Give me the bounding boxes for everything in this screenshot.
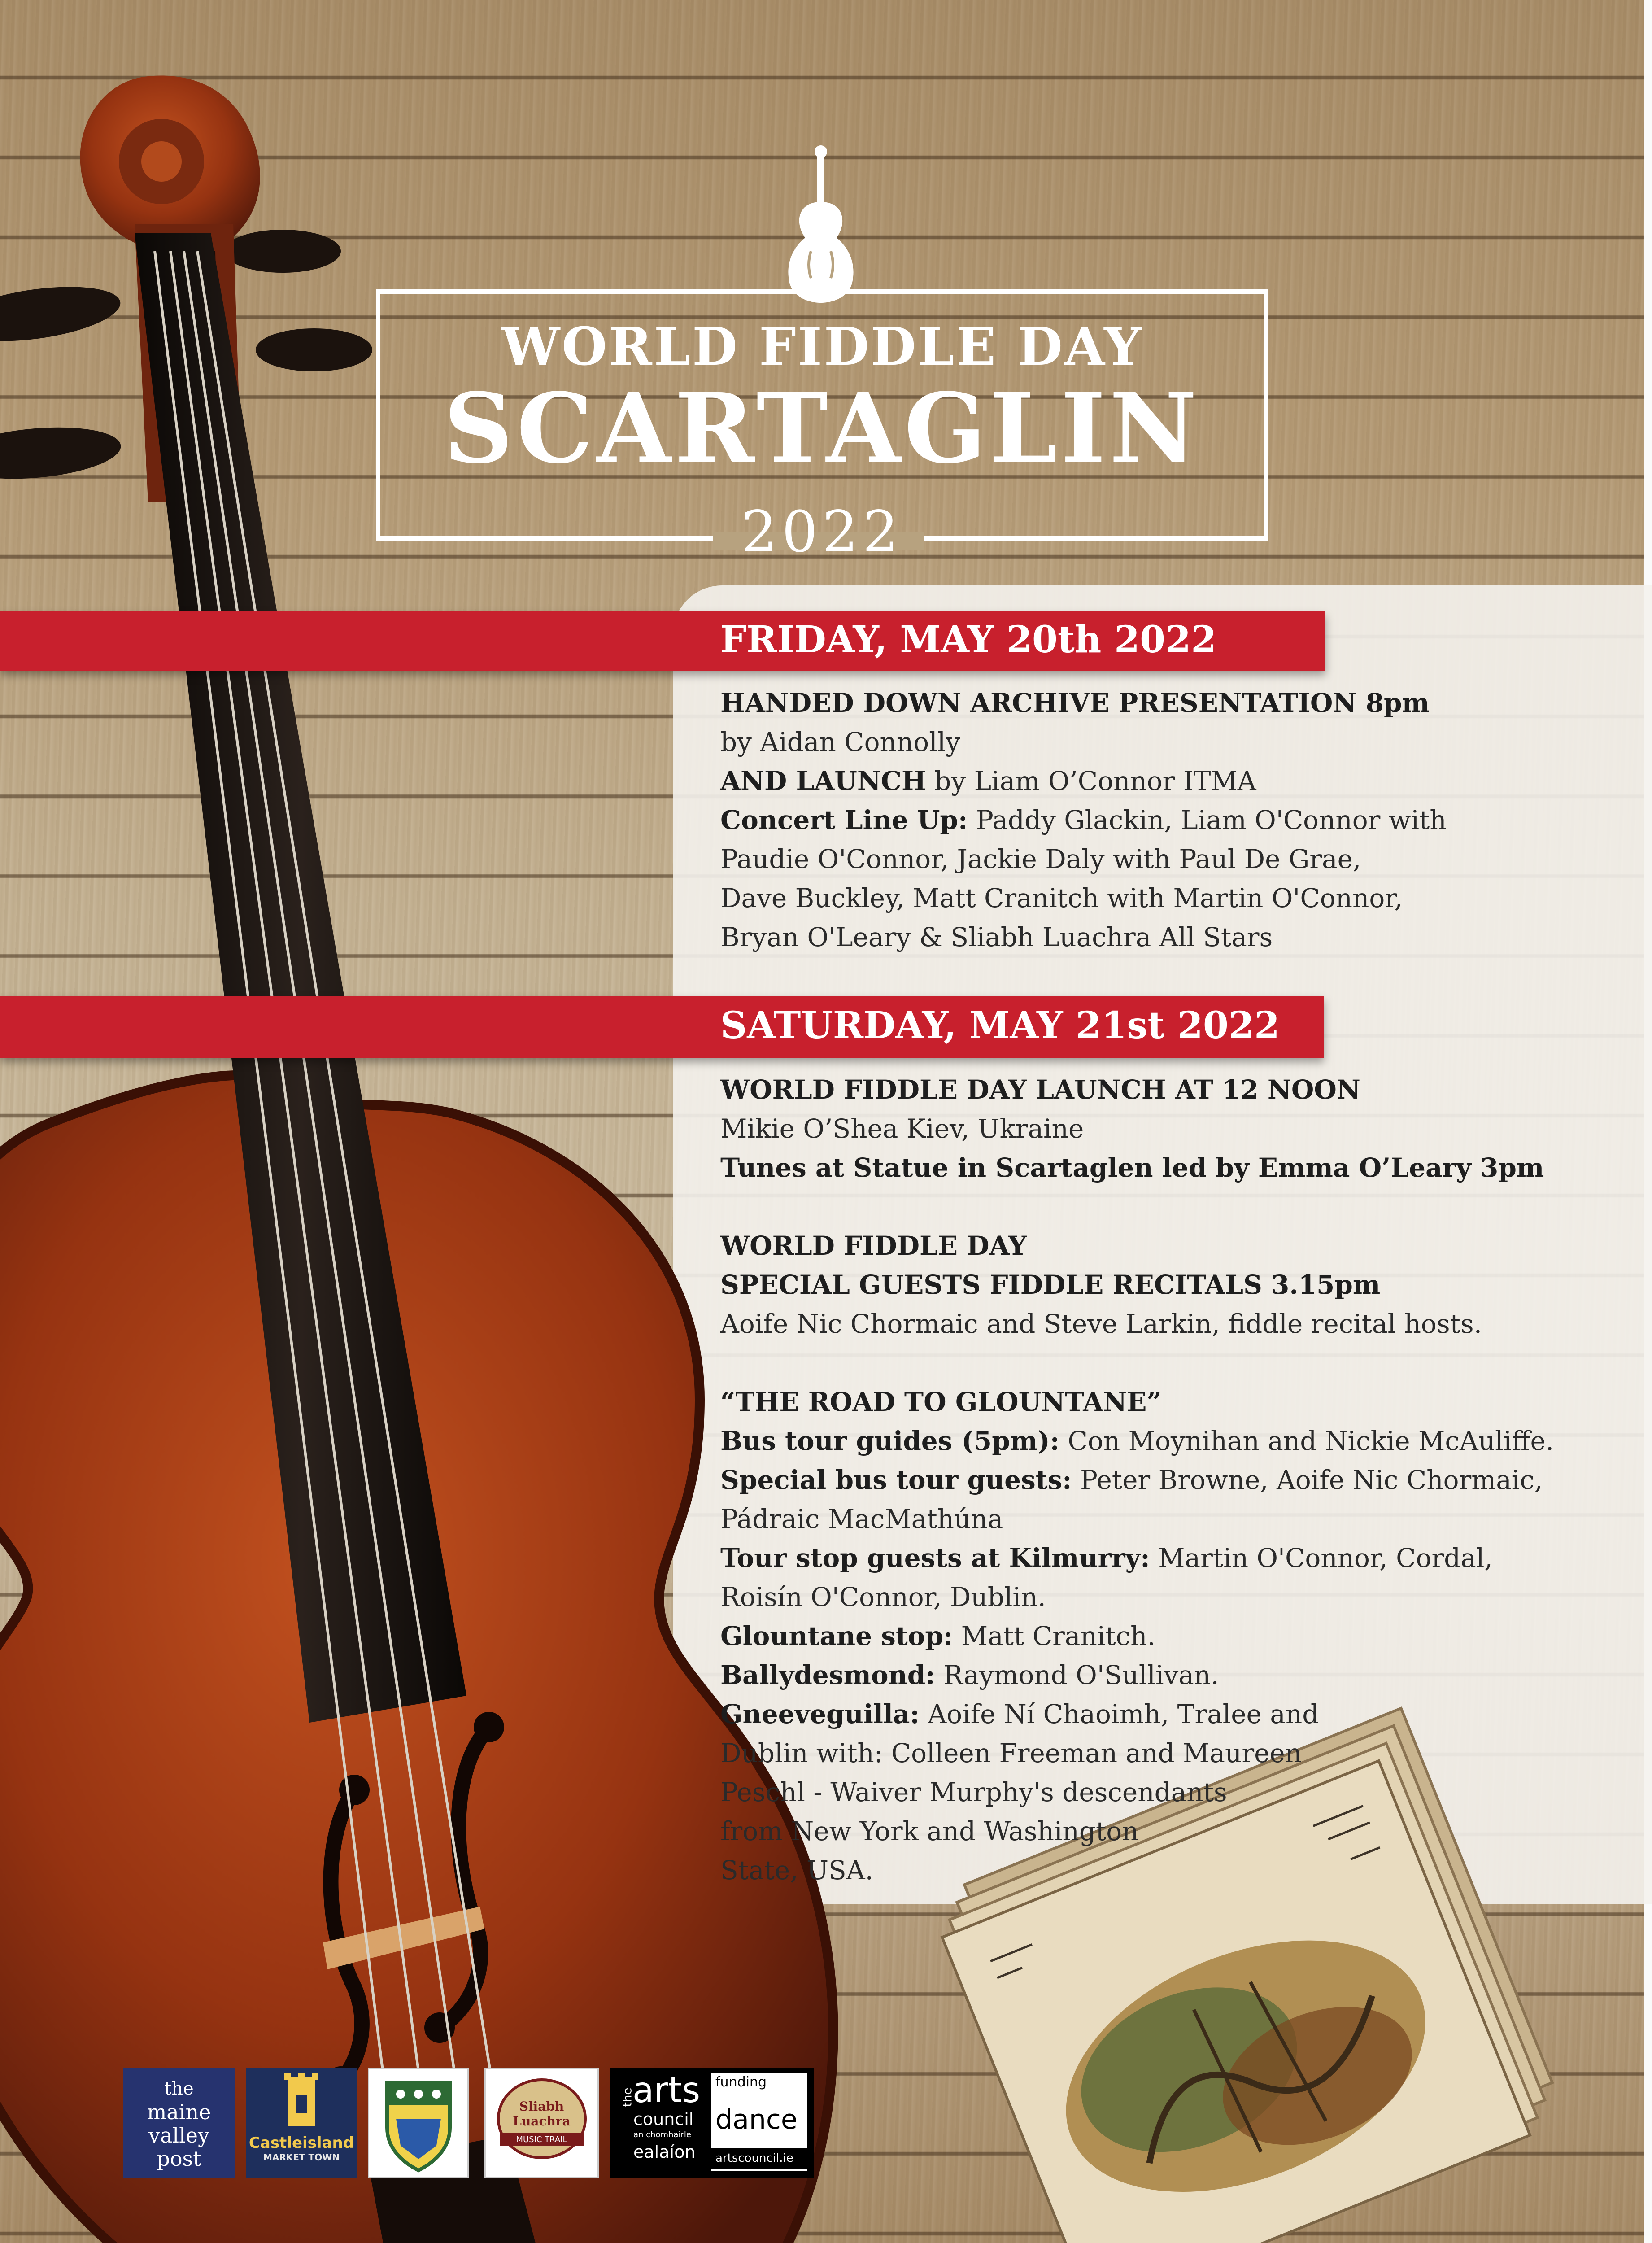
saturday-launch-guest: Mikie O’Shea Kiev, Ukraine [720, 1113, 1084, 1144]
saturday-road-title: “THE ROAD TO GLOUNTANE” [720, 1387, 1162, 1417]
friday-line-2: by Aidan Connolly [720, 727, 961, 757]
maine-valley-post-logo: the maine valley post [123, 2068, 235, 2178]
kerry-shield-icon [369, 2069, 467, 2177]
sliabh-luachra-logo [484, 2068, 599, 2178]
friday-line-7: Bryan O'Leary & Sliabh Luachra All Stars [720, 922, 1273, 952]
saturday-launch-title: WORLD FIDDLE DAY LAUNCH AT 12 NOON [720, 1074, 1360, 1105]
kerry-crest-logo [368, 2068, 469, 2178]
saturday-gneeveguilla: Gneeveguilla: Aoife Ní Chaoimh, Tralee and [720, 1699, 1319, 1729]
friday-line-4: Concert Line Up: Paddy Glackin, Liam O'Connor with [720, 805, 1447, 835]
saturday-glountane: Glountane stop: Matt Cranitch. [720, 1621, 1155, 1651]
title-year: 2022 [741, 499, 903, 565]
saturday-banner-text: SATURDAY, MAY 21st 2022 [720, 1004, 1280, 1047]
saturday-gneeveguilla-cont-1: Dublin with: Colleen Freeman and Maureen [720, 1738, 1302, 1768]
saturday-recitals-hosts: Aoife Nic Chormaic and Steve Larkin, fiddle recital hosts. [720, 1309, 1482, 1339]
saturday-tunes: Tunes at Statue in Scartaglen led by Emma O’Leary 3pm [720, 1152, 1544, 1183]
arts-council-logo: the arts council an chomhairle ealaíon funding dance artscouncil.ie [610, 2068, 814, 2178]
friday-line-5: Paudie O'Connor, Jackie Daly with Paul De Grae, [720, 844, 1361, 874]
castleisland-logo: Castleisland MARKET TOWN [246, 2068, 357, 2178]
friday-banner-text: FRIDAY, MAY 20th 2022 [720, 618, 1217, 661]
saturday-guests-cont: Pádraic MacMathúna [720, 1504, 1003, 1534]
saturday-kilmurry-cont: Roisín O'Connor, Dublin. [720, 1582, 1046, 1612]
saturday-guests: Special bus tour guests: Peter Browne, Aoife Nic Chormaic, [720, 1465, 1543, 1495]
saturday-recitals-title-2: SPECIAL GUESTS FIDDLE RECITALS 3.15pm [720, 1270, 1381, 1300]
arts-funding-box: funding dance artscouncil.ie [711, 2073, 807, 2171]
friday-line-1: HANDED DOWN ARCHIVE PRESENTATION 8pm [720, 688, 1430, 718]
saturday-gneeveguilla-cont-2: Peschl - Waiver Murphy's descendants [720, 1777, 1227, 1807]
title-world-fiddle-day: WORLD FIDDLE DAY [501, 316, 1143, 377]
sliabh-luachra-badge: Sliabh Luachra MUSIC TRAIL [497, 2078, 587, 2159]
saturday-gneeveguilla-cont-3: from New York and Washington [720, 1816, 1139, 1846]
saturday-gneeveguilla-cont-4: State, USA. [720, 1855, 874, 1885]
saturday-ballydesmond: Ballydesmond: Raymond O'Sullivan. [720, 1660, 1219, 1690]
saturday-guides: Bus tour guides (5pm): Con Moynihan and Nickie McAuliffe. [720, 1426, 1554, 1456]
friday-line-3: AND LAUNCH by Liam O’Connor ITMA [720, 766, 1256, 796]
saturday-recitals-title-1: WORLD FIDDLE DAY [720, 1231, 1027, 1261]
saturday-kilmurry: Tour stop guests at Kilmurry: Martin O'Connor, Cordal, [720, 1543, 1493, 1573]
friday-line-6: Dave Buckley, Matt Cranitch with Martin O'Connor, [720, 883, 1403, 913]
title-scartaglin: SCARTAGLIN [444, 372, 1201, 485]
castle-tower-icon [246, 2068, 357, 2131]
